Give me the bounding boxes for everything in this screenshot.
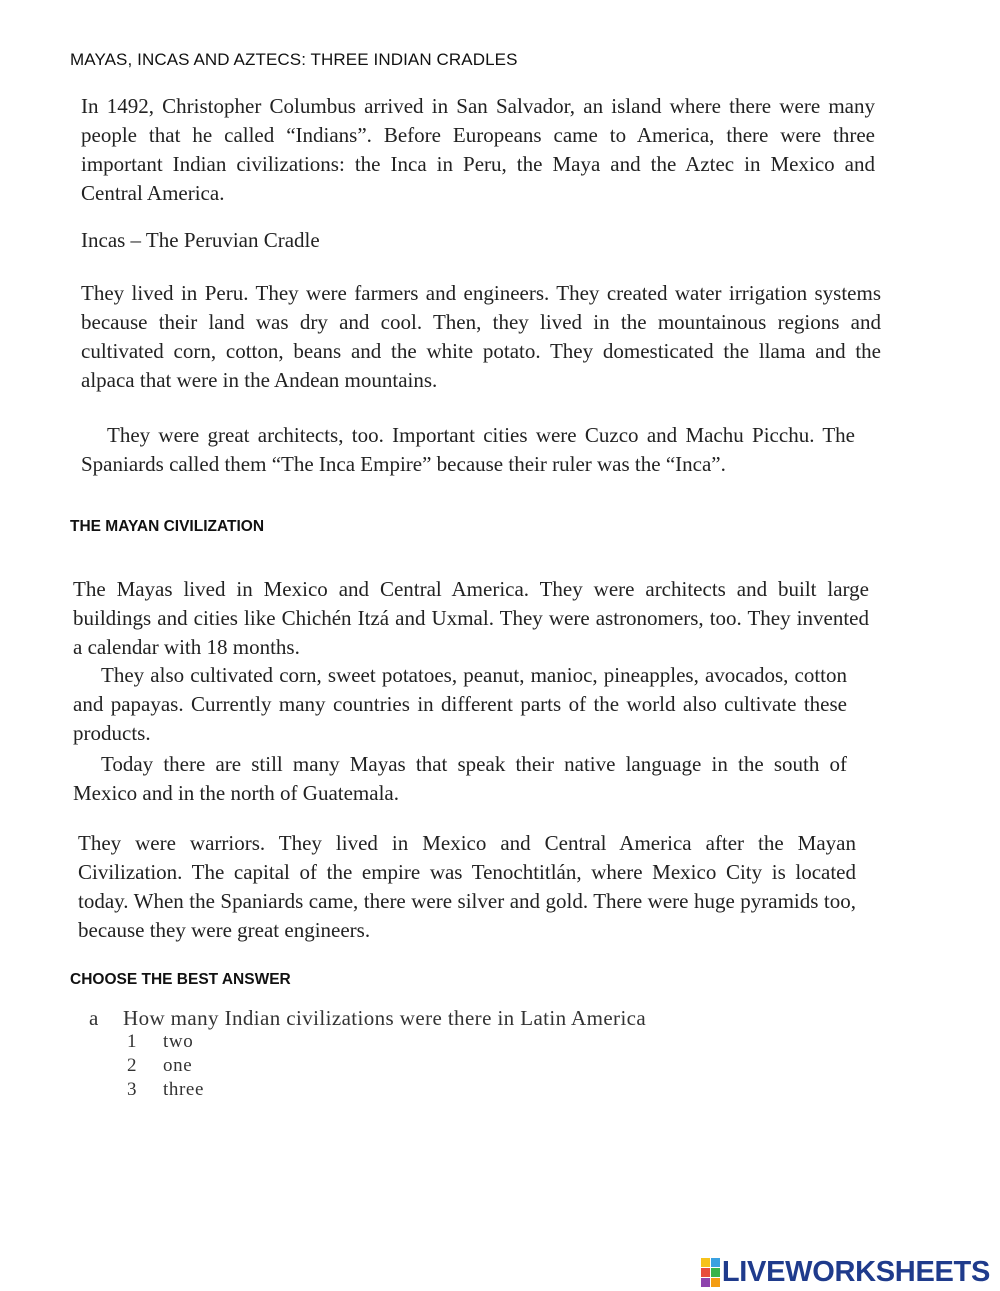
option-1[interactable] <box>127 1030 204 1054</box>
option-number: 3 <box>127 1079 138 1100</box>
incas-paragraph-2: They were great architects, too. Important cities were Cuzco and Machu Picchu. The Spaniards called them “The Inca Empire” because their ruler was the “Inca”. <box>81 423 855 476</box>
logo-square <box>711 1278 720 1287</box>
aztecs-paragraph: They were warriors. They lived in Mexico and Central America after the Mayan Civilization. The capital of the empire was Tenochtitlán, where Mexico City is located today. When the Spaniards came, there were silver and gold. There were huge pyramids too, because they were great engineers. <box>78 831 856 942</box>
liveworksheets-brand <box>701 1254 990 1290</box>
question-text: How many Indian civilizations were there in Latin America <box>123 1006 647 1030</box>
quiz-options <box>127 1030 204 1102</box>
page-title: MAYAS, INCAS AND AZTECS: THREE INDIAN CRADLES <box>70 50 518 69</box>
option-number: 1 <box>127 1031 138 1052</box>
logo-square <box>701 1268 710 1277</box>
liveworksheets-logo-icon <box>701 1258 720 1287</box>
question-letter: a <box>89 1006 99 1030</box>
mayan-heading: THE MAYAN CIVILIZATION <box>70 518 265 535</box>
option-3[interactable] <box>127 1078 204 1102</box>
option-2[interactable] <box>127 1054 204 1078</box>
incas-heading: Incas – The Peruvian Cradle <box>81 228 320 252</box>
intro-paragraph: In 1492, Christopher Columbus arrived in San Salvador, an island where there were many people that he called “Indians”. Before Europeans came to America, there were three important Indian civilizations: the Inca in Peru, the Maya and the Aztec in Mexico and Central America. <box>81 94 875 205</box>
logo-square <box>701 1278 710 1287</box>
brand-name: LIVEWORKSHEETS <box>721 1255 990 1288</box>
logo-square <box>711 1268 720 1277</box>
mayan-paragraph-3: Today there are still many Mayas that speak their native language in the south of Mexico and in the north of Guatemala. <box>73 752 847 805</box>
mayan-paragraph-2: They also cultivated corn, sweet potatoes, peanut, manioc, pineapples, avocados, cotton and papayas. Currently many countries in different parts of the world also cultivate these products. <box>73 663 847 745</box>
quiz-heading: CHOOSE THE BEST ANSWER <box>70 971 291 988</box>
option-text: three <box>163 1079 204 1100</box>
logo-square <box>711 1258 720 1267</box>
mayan-paragraph-1: The Mayas lived in Mexico and Central America. They were architects and built large buildings and cities like Chichén Itzá and Uxmal. They were astronomers, too. They invented a calendar with 18 months. <box>73 577 869 659</box>
logo-square <box>701 1258 710 1267</box>
option-number: 2 <box>127 1055 138 1076</box>
quiz-question <box>89 1006 646 1031</box>
option-text: one <box>163 1055 193 1076</box>
incas-paragraph-1: They lived in Peru. They were farmers and engineers. They created water irrigation systems because their land was dry and cool. Then, they lived in the mountainous regions and cultivated corn, cotton, beans and the white potato. They domesticated the llama and the alpaca that were in the Andean mountains. <box>81 281 881 392</box>
option-text: two <box>163 1031 194 1052</box>
